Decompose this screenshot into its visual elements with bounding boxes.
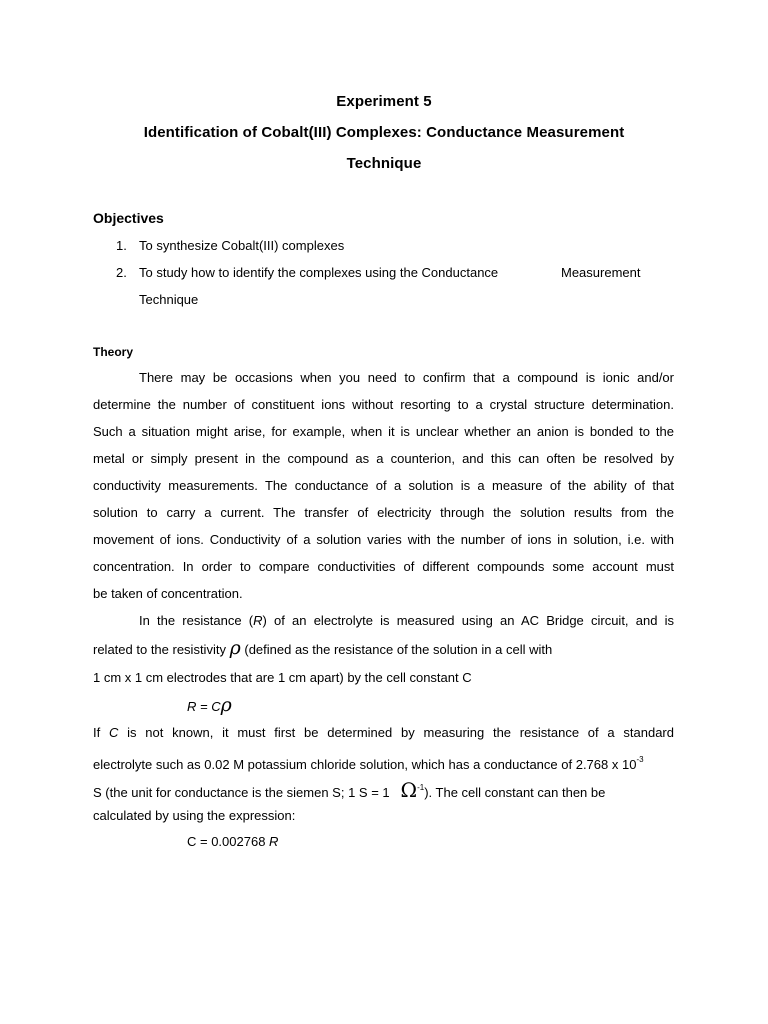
theory-p2-line-1: In the resistance (R) of an electrolyte is measured using an AC Bridge circuit, and is (139, 613, 675, 628)
theory-heading: Theory (93, 345, 134, 359)
objective-1-number: 1. (116, 238, 127, 253)
objective-2-text: To study how to identify the complexes using the Conductance (139, 265, 499, 280)
theory-p1-line-7: movement of ions. Conductivity of a solution varies with the number of ions in solution, i.e. with (93, 532, 674, 547)
experiment-number: Experiment 5 (336, 93, 432, 110)
theory-p3-line-3: S (the unit for conductance is the siemen S; 1 S = 1 $\Omega^{-1}$). The cell constant can then be (93, 778, 606, 802)
theory-p1-line-8: concentration. In order to compare conductivities of different compounds some account must (93, 559, 674, 574)
theory-p1-line-3: Such a situation might arise, for example, when it is unclear whether an anion is bonded to the (93, 424, 674, 439)
objective-1-text: To synthesize Cobalt(III) complexes (139, 238, 345, 253)
title-line-2: Technique (346, 155, 422, 172)
theory-p1-line-6: solution to carry a current. The transfer of electricity through the solution results from the (93, 505, 674, 520)
omega-symbol: Ω (400, 778, 418, 802)
objective-2-number: 2. (116, 265, 127, 280)
rho-symbol: ρ (229, 637, 241, 659)
theory-p2-line-3: 1 cm x 1 cm electrodes that are 1 cm apart) by the cell constant C (93, 670, 472, 685)
objective-2-text-tail: Measurement (561, 265, 641, 280)
theory-p1-line-1: There may be occasions when you need to confirm that a compound is ionic and/or (139, 370, 674, 385)
theory-p1-line-5: conductivity measurements. The conductance of a solution is a measure of the ability of that (93, 478, 674, 493)
theory-p1-line-2: determine the number of constituent ions without resorting to a crystal structure determination. (93, 397, 674, 412)
rho-symbol-equation: ρ (220, 694, 232, 716)
equation-r-equals-c-rho: R = Cρ (187, 694, 232, 716)
theory-p1-line-4: metal or simply present in the compound as a counterion, and this can often be resolved by (93, 451, 674, 466)
theory-p3-line-1: If C is not known, it must first be determined by measuring the resistance of a standard (93, 725, 674, 740)
objective-2-text-cont: Technique (139, 292, 199, 307)
title-line-1: Identification of Cobalt(III) Complexes: Conductance Measurement (143, 124, 625, 141)
theory-p3-line-4: calculated by using the expression: (93, 808, 296, 823)
theory-p3-line-2: electrolyte such as 0.02 M potassium chloride solution, which has a conductance of 2.768 x $10^{-3}$ (93, 755, 644, 772)
objectives-heading: Objectives (93, 210, 164, 226)
equation-cell-constant: C = 0.002768 R (187, 834, 279, 849)
theory-p2-line-2: related to the resistivity ρ (defined as the resistance of the solution in a cell with (93, 637, 553, 659)
theory-p1-line-9: be taken of concentration. (93, 586, 243, 601)
